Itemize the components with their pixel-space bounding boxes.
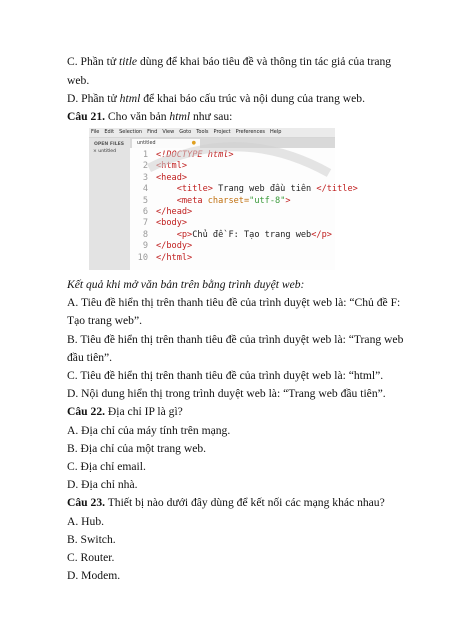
q23-option-c: C. Router. xyxy=(67,551,115,564)
menu-file: File xyxy=(91,129,100,135)
q21-option-d: D. Nội dung hiển thị trong trình duyệt web là: “Trang web đầu tiên”. xyxy=(67,387,386,400)
menu-tools: Tools xyxy=(196,129,209,135)
editor-menubar xyxy=(89,128,335,138)
menu-edit: Edit xyxy=(104,129,115,135)
code-line: 9 </body> xyxy=(142,241,193,252)
q22-option-b: B. Địa chỉ của một trang web. xyxy=(67,442,207,455)
tab-modified-dot-icon: ● xyxy=(191,140,196,146)
code-line: 7 <body> xyxy=(142,218,188,229)
menu-view: View xyxy=(162,129,175,135)
q22-option-c: C. Địa chỉ email. xyxy=(67,460,146,473)
editor-tab-label: untitled xyxy=(137,141,156,146)
code-line: 5 <meta charset="utf-8"> xyxy=(142,195,291,206)
code-line: 10 </html> xyxy=(137,252,193,263)
open-file-item: × untitled xyxy=(93,149,117,154)
q22-option-d: D. Địa chỉ nhà. xyxy=(67,478,138,491)
question-21-label: Câu 21. xyxy=(67,110,106,123)
result-intro: Kết quả khi mở văn bản trên bằng trình duyệt web: xyxy=(67,278,305,291)
code-line: 2 <html> xyxy=(142,161,188,172)
menu-goto: Goto xyxy=(179,129,192,135)
option-d: D. Phần tử html để khai báo cấu trúc và nội dung của trang web. xyxy=(67,92,366,105)
q21-option-a-line-2: Tạo trang web”. xyxy=(67,314,143,327)
code-line: 4 <title> Trang web đầu tiên </title> xyxy=(142,184,358,195)
code-editor-screenshot xyxy=(89,128,358,270)
editor-tabbar xyxy=(130,138,335,148)
question-21-stem: Câu 21. Cho văn bản html như sau: xyxy=(67,110,233,123)
code-line: 6 </head> xyxy=(142,206,193,217)
question-23-stem: Câu 23. Thiết bị nào dưới đây dùng để kết nối các mạng khác nhau? xyxy=(67,496,385,509)
q21-option-a-line-1: A. Tiêu đề hiển thị trên thanh tiêu đề của trình duyệt web là: “Chủ đề F: xyxy=(67,296,401,309)
menu-preferences: Preferences xyxy=(235,129,266,135)
q21-option-c: C. Tiêu đề hiển thị trên thanh tiêu đề của trình duyệt web là: “html”. xyxy=(67,369,384,382)
menu-find: Find xyxy=(147,129,158,135)
question-22-stem: Câu 22. Địa chỉ IP là gì? xyxy=(67,405,183,418)
editor-tab xyxy=(132,139,200,148)
q21-option-b-line-1: B. Tiêu đề hiển thị trên thanh tiêu đề của trình duyệt web là: “Trang web xyxy=(67,333,404,346)
q23-option-b: B. Switch. xyxy=(67,533,116,546)
q23-option-a: A. Hub. xyxy=(67,515,105,528)
menu-help: Help xyxy=(270,129,282,135)
q23-option-d: D. Modem. xyxy=(67,569,121,582)
q22-option-a: A. Địa chỉ của máy tính trên mạng. xyxy=(67,424,231,437)
code-line: 3 <head> xyxy=(142,172,188,183)
menu-selection: Selection xyxy=(119,129,143,135)
option-c-line-2: web. xyxy=(67,74,90,87)
q21-option-b-line-2: đầu tiên”. xyxy=(67,351,113,364)
code-line: 1 <!DOCTYPE html> xyxy=(142,150,234,160)
editor-sidebar xyxy=(89,138,130,270)
code-line: 8 <p>Chủ đề F: Tạo trang web</p> xyxy=(142,229,332,240)
option-c-line-1: C. Phần tử title dùng để khai báo tiêu đề và thông tin tác giả của trang xyxy=(67,55,392,68)
menu-project: Project xyxy=(213,129,231,135)
question-22-label: Câu 22. xyxy=(67,405,106,418)
code-area xyxy=(130,150,358,264)
question-23-label: Câu 23. xyxy=(67,496,106,509)
open-files-title: OPEN FILES xyxy=(94,142,125,147)
